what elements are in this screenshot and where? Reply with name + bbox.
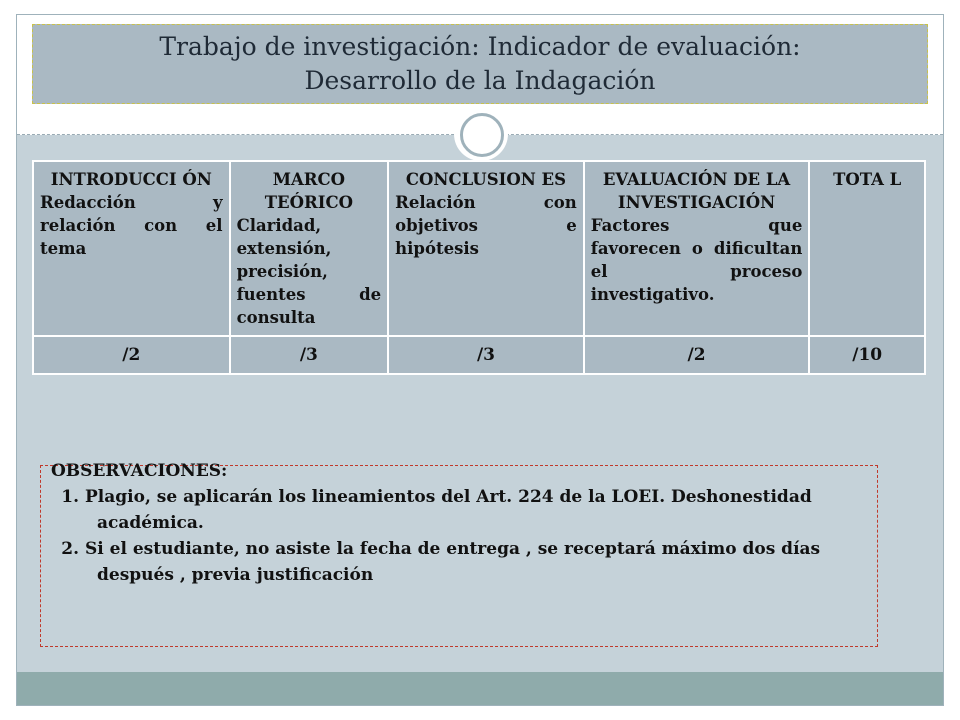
criterion-description: Redacción y relación con el tema: [40, 193, 223, 258]
score-introduccion: /2: [33, 336, 230, 374]
observations-heading: OBSERVACIONES:: [51, 461, 228, 481]
circle-icon: [460, 113, 504, 157]
criterion-total: [809, 161, 925, 336]
criteria-row: [33, 161, 925, 336]
criterion-header: MARCO TEÓRICO: [264, 170, 353, 212]
bottom-bar: [17, 672, 943, 705]
observation-text: Si el estudiante, no asiste la fecha de entrega , se receptará máximo dos días: [85, 539, 821, 559]
criterion-header: EVALUACIÓN DE LA INVESTIGACIÓN: [602, 170, 791, 212]
score-total: /10: [809, 336, 925, 374]
observation-item: [51, 536, 867, 562]
score-conclusiones: /3: [388, 336, 584, 374]
criterion-conclusiones: [388, 161, 584, 336]
criterion-marco-teorico: [230, 161, 389, 336]
score-row: [33, 336, 925, 374]
score-evaluacion: /2: [584, 336, 810, 374]
criterion-header: TOTA L: [833, 170, 902, 189]
criterion-introduccion: [33, 161, 230, 336]
observation-number: 1.: [61, 487, 79, 507]
score-marco-teorico: /3: [230, 336, 389, 374]
observation-continuation: después , previa justificación: [97, 565, 374, 585]
criterion-header: CONCLUSION ES: [405, 170, 567, 189]
criterion-header: INTRODUCCI ÓN: [50, 170, 212, 189]
criterion-description: Relación con objetivos e hipótesis: [395, 193, 577, 258]
title-line-1: Trabajo de investigación: Indicador de evaluación:: [159, 32, 801, 61]
title-box: [32, 24, 928, 104]
criterion-description: Claridad, extensión, precisión, fuentes de consulta: [236, 216, 382, 327]
evaluation-table: [32, 160, 926, 375]
observation-continuation: académica.: [97, 513, 204, 533]
criterion-description: Factores que favorecen o dificultan el proceso investigativo.: [590, 216, 803, 304]
observations-box: [40, 461, 878, 647]
title-line-2: Desarrollo de la Indagación: [304, 66, 656, 95]
observation-text: Plagio, se aplicarán los lineamientos del Art. 224 de la LOEI. Deshonestidad: [85, 487, 812, 507]
observation-item: [51, 484, 867, 510]
observation-number: 2.: [61, 539, 79, 559]
criterion-evaluacion: [584, 161, 810, 336]
